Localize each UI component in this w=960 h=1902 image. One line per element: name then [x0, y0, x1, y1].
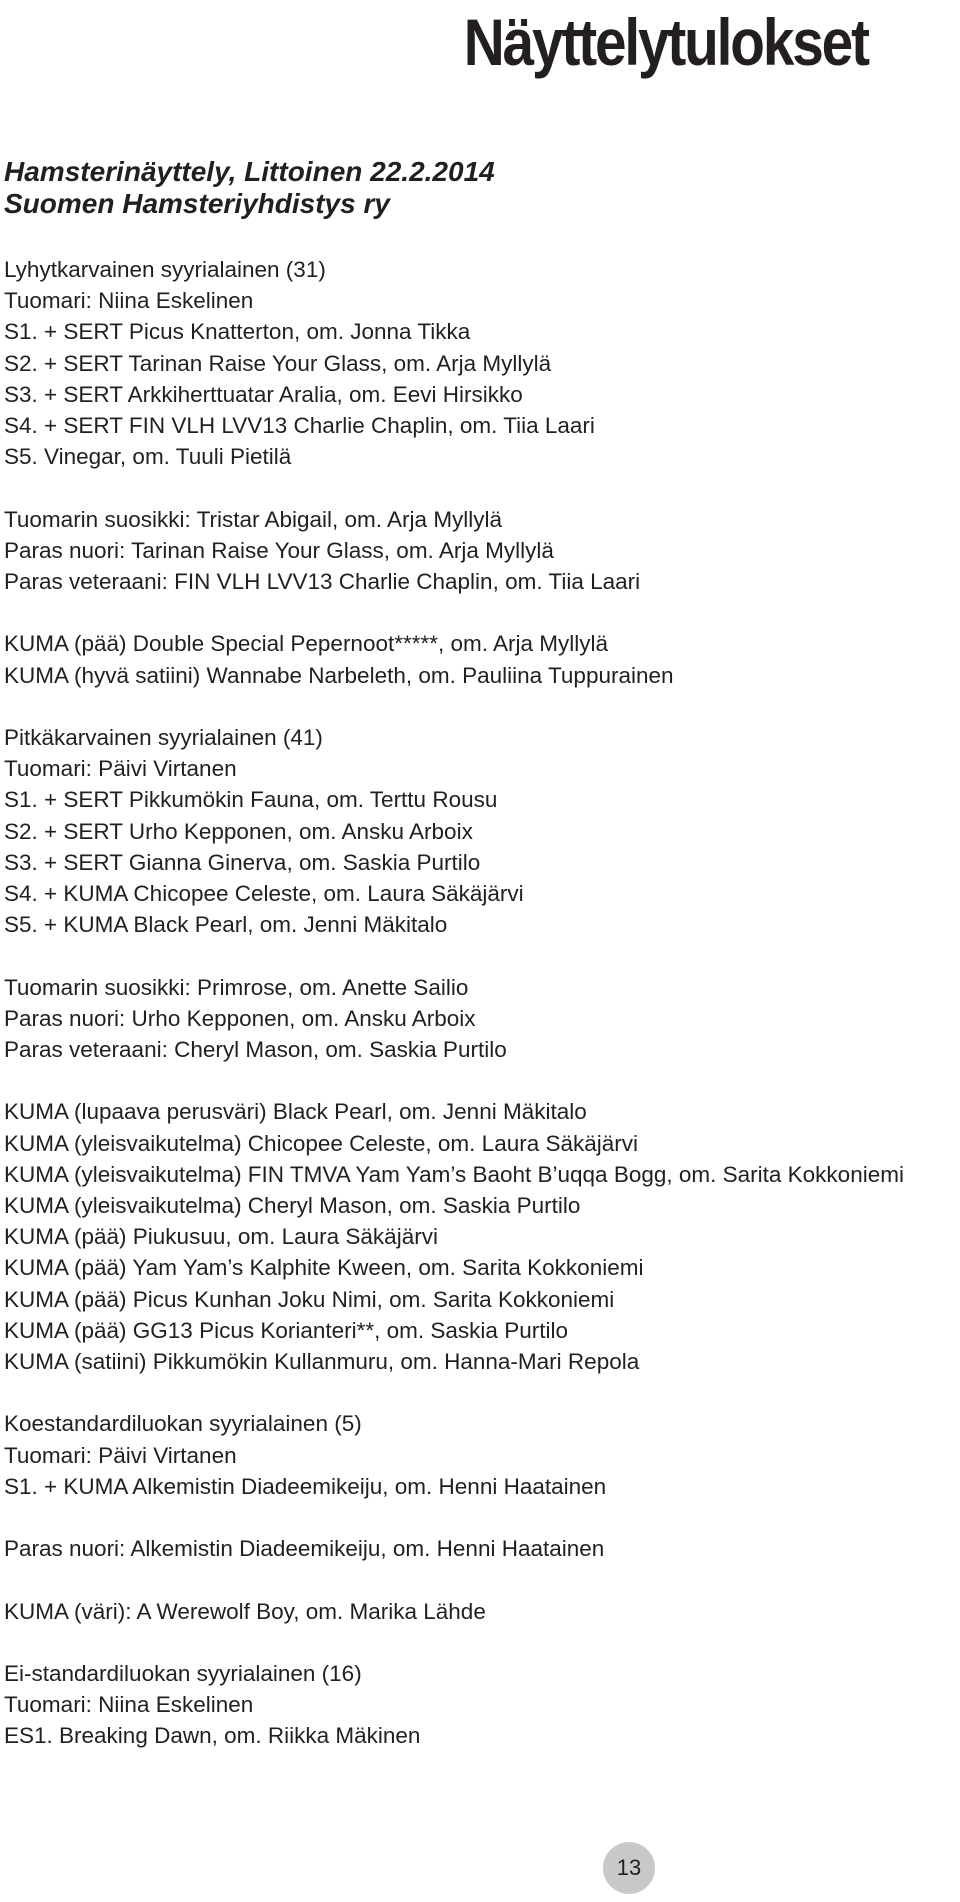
page-title: Näyttelytulokset: [463, 5, 868, 79]
result-line: KUMA (satiini) Pikkumökin Kullanmuru, om. Hanna-Mari Repola: [4, 1349, 640, 1375]
result-block: [4, 1658, 960, 1752]
result-line: S1. + SERT Picus Knatterton, om. Jonna Tikka: [4, 319, 471, 345]
results-list: [4, 254, 960, 1783]
result-line: Tuomari: Niina Eskelinen: [4, 1692, 254, 1718]
result-line: Tuomarin suosikki: Primrose, om. Anette Sailio: [4, 974, 469, 1000]
result-block: [4, 1408, 960, 1502]
result-line: KUMA (lupaava perusväri) Black Pearl, om. Jenni Mäkitalo: [4, 1099, 587, 1125]
result-line: Paras nuori: Alkemistin Diadeemikeiju, om. Henni Haatainen: [4, 1536, 605, 1562]
result-line: Paras nuori: Tarinan Raise Your Glass, om. Arja Myllylä: [4, 537, 554, 563]
result-line: KUMA (pää) GG13 Picus Korianteri**, om. Saskia Purtilo: [4, 1317, 568, 1343]
result-line: KUMA (pää) Yam Yam’s Kalphite Kween, om. Sarita Kokkoniemi: [4, 1255, 644, 1281]
result-block: [4, 254, 960, 472]
result-line: S1. + KUMA Alkemistin Diadeemikeiju, om. Henni Haatainen: [4, 1473, 607, 1499]
result-line: Koestandardiluokan syyrialainen (5): [4, 1411, 362, 1437]
result-line: KUMA (yleisvaikutelma) FIN TMVA Yam Yam’s Baoht B’uqqa Bogg, om. Sarita Kokkoniemi: [4, 1161, 904, 1187]
result-block: [4, 972, 960, 1066]
result-line: Tuomarin suosikki: Tristar Abigail, om. Arja Myllylä: [4, 506, 503, 532]
result-line: KUMA (pää) Picus Kunhan Joku Nimi, om. Sarita Kokkoniemi: [4, 1286, 615, 1312]
result-line: S2. + SERT Urho Kepponen, om. Ansku Arboix: [4, 818, 473, 844]
result-line: S3. + SERT Gianna Ginerva, om. Saskia Purtilo: [4, 849, 481, 875]
result-line: KUMA (hyvä satiini) Wannabe Narbeleth, om. Pauliina Tuppurainen: [4, 662, 674, 688]
result-block: [4, 1596, 960, 1627]
result-line: KUMA (pää) Piukusuu, om. Laura Säkäjärvi: [4, 1224, 438, 1250]
result-line: Paras nuori: Urho Kepponen, om. Ansku Arboix: [4, 1005, 476, 1031]
result-line: Lyhytkarvainen syyrialainen (31): [4, 257, 326, 282]
result-block: [4, 628, 960, 690]
result-block: [4, 504, 960, 598]
result-line: Tuomari: Päivi Virtanen: [4, 1442, 237, 1468]
result-line: KUMA (yleisvaikutelma) Chicopee Celeste, om. Laura Säkäjärvi: [4, 1130, 639, 1156]
event-organizer: Suomen Hamsteriyhdistys ry: [4, 188, 390, 219]
page-number: 13: [616, 1855, 642, 1880]
result-line: Tuomari: Päivi Virtanen: [4, 756, 237, 782]
result-line: Tuomari: Niina Eskelinen: [4, 288, 254, 314]
result-line: S2. + SERT Tarinan Raise Your Glass, om. Arja Myllylä: [4, 350, 552, 376]
result-line: S4. + SERT FIN VLH LVV13 Charlie Chaplin, om. Tiia Laari: [4, 413, 595, 439]
result-line: Pitkäkarvainen syyrialainen (41): [4, 725, 323, 750]
result-line: S1. + SERT Pikkumökin Fauna, om. Terttu Rousu: [4, 787, 498, 813]
result-line: S3. + SERT Arkkiherttuatar Aralia, om. Eevi Hirsikko: [4, 381, 523, 407]
result-block: [4, 1533, 960, 1564]
result-line: KUMA (pää) Double Special Pepernoot*****, om. Arja Myllylä: [4, 631, 609, 657]
event-name: Hamsterinäyttely, Littoinen 22.2.2014: [4, 156, 495, 187]
result-line: Paras veteraani: FIN VLH LVV13 Charlie Chaplin, om. Tiia Laari: [4, 569, 641, 595]
result-block: [4, 722, 960, 940]
result-line: ES1. Breaking Dawn, om. Riikka Mäkinen: [4, 1723, 421, 1749]
result-line: Paras veteraani: Cheryl Mason, om. Saskia Purtilo: [4, 1037, 507, 1063]
result-line: KUMA (yleisvaikutelma) Cheryl Mason, om. Saskia Purtilo: [4, 1193, 581, 1219]
result-line: Ei-standardiluokan syyrialainen (16): [4, 1661, 362, 1686]
event-header: [4, 156, 495, 220]
result-line: S4. + KUMA Chicopee Celeste, om. Laura Säkäjärvi: [4, 881, 524, 907]
result-line: S5. Vinegar, om. Tuuli Pietilä: [4, 444, 292, 470]
result-line: KUMA (väri): A Werewolf Boy, om. Marika Lähde: [4, 1598, 486, 1624]
page-number-badge: [603, 1842, 655, 1894]
result-block: [4, 1096, 960, 1377]
result-line: S5. + KUMA Black Pearl, om. Jenni Mäkitalo: [4, 912, 448, 938]
